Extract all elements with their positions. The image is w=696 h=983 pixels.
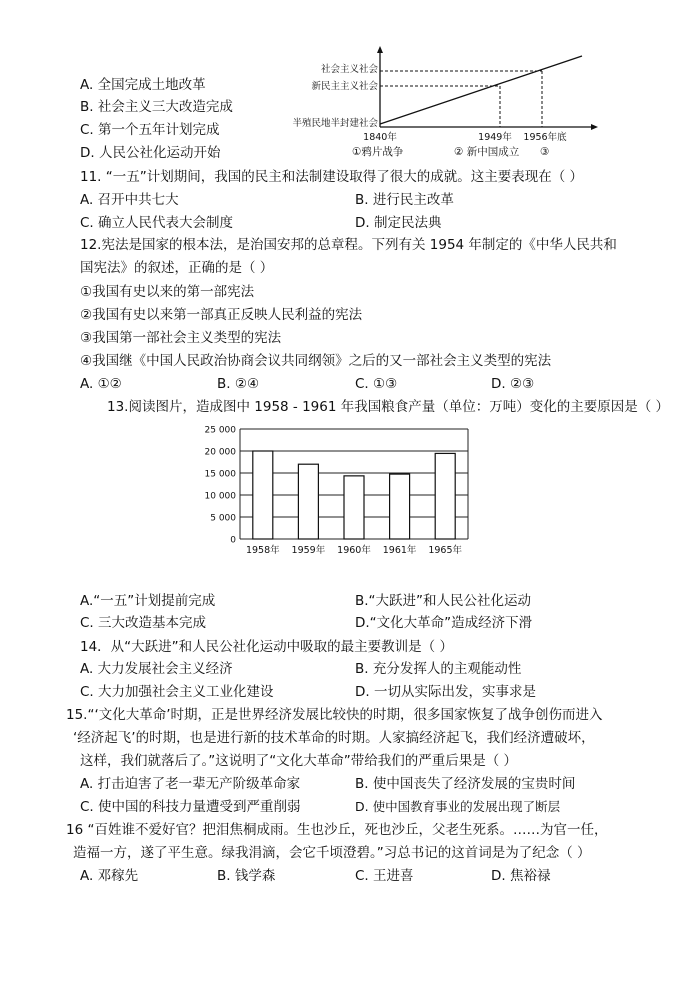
x-tick-label: 1959年	[291, 545, 326, 556]
q11-option-b: B. 进行民主改革	[355, 192, 454, 208]
q12-option-c: C. ①③	[355, 376, 398, 392]
y-tick-label: 20 000	[204, 447, 236, 458]
label-1956: 1956年底	[523, 132, 567, 143]
q15-option-a: A. 打击迫害了老一辈无产阶级革命家	[80, 776, 301, 792]
q15-option-d: D. 使中国教育事业的发展出现了断层	[355, 799, 561, 814]
label-1840: 1840年	[363, 132, 397, 143]
q15-option-b: B. 使中国丧失了经济发展的宝贵时间	[355, 776, 576, 792]
label-socialist-society: 社会主义社会	[320, 64, 378, 75]
q13-stem: 13.阅读图片，造成图中 1958 - 1961 年我国粮食产量（单位：万吨）变化的主要原因是（ ）	[107, 399, 670, 415]
society-timeline-diagram	[282, 44, 598, 162]
bar	[298, 464, 318, 539]
x-tick-label: 1961年	[382, 545, 417, 556]
x-tick-label: 1965年	[428, 545, 463, 556]
label-new-china: ② 新中国成立	[454, 146, 520, 158]
q13-option-b: B.“大跃进”和人民公社化运动	[355, 593, 532, 609]
label-semi-colonial-society: 半殖民地半封建社会	[292, 118, 378, 129]
q11-stem: 11. “一五”计划期间，我国的民主和法制建设取得了很大的成就。这主要表现在（ ）	[80, 169, 584, 185]
q12-option-a: A. ①②	[80, 376, 122, 392]
q16-stem-line1: 16 “百姓谁不爱好官？把泪焦桐成雨。生也沙丘，死也沙丘，父老生死系。……为官一任，	[66, 822, 608, 838]
label-opium-war: ①鸦片战争	[352, 146, 404, 158]
label-1949: 1949年	[478, 132, 512, 143]
q15-stem-line1: 15.“‘文化大革命’时期，正是世界经济发展比较快的时期，很多国家恢复了战争创伤而进入	[66, 707, 603, 723]
y-tick-label: 25 000	[204, 425, 236, 436]
q14-option-b: B. 充分发挥人的主观能动性	[355, 661, 522, 677]
q14-option-d: D. 一切从实际出发，实事求是	[355, 684, 536, 700]
q16-option-d: D. 焦裕禄	[491, 868, 551, 884]
label-new-democratic-society: 新民主主义社会	[311, 81, 378, 92]
q16-stem-line2: 造福一方，遂了平生意。绿我涓滴，会它千顷澄碧。”习总书记的这首词是为了纪念（ ）	[73, 845, 591, 861]
bar	[390, 474, 410, 539]
q16-option-a: A. 邓稼先	[80, 868, 139, 884]
bar	[253, 451, 273, 539]
bar	[344, 476, 364, 539]
q12-option-d: D. ②③	[491, 376, 535, 392]
q10-option-d: D. 人民公社化运动开始	[80, 145, 221, 161]
q12-stem-line1: 12.宪法是国家的根本法，是治国安邦的总章程。下列有关 1954 年制定的《中华人民共和	[80, 237, 617, 253]
q14-option-c: C. 大力加强社会主义工业化建设	[80, 684, 274, 700]
q12-statement-2: ②我国有史以来第一部真正反映人民利益的宪法	[80, 307, 363, 323]
q10-option-c: C. 第一个五年计划完成	[80, 122, 220, 138]
q12-statement-1: ①我国有史以来的第一部宪法	[80, 284, 255, 300]
q13-option-a: A.“一五”计划提前完成	[80, 593, 216, 609]
y-tick-label: 0	[230, 535, 236, 546]
q15-stem-line3: 这样，我们就落后了。”这说明了“文化大革命”带给我们的严重后果是（ ）	[80, 753, 518, 769]
q16-option-c: C. 王进喜	[355, 868, 414, 884]
q12-statement-4: ④我国继《中国人民政治协商会议共同纲领》之后的又一部社会主义类型的宪法	[80, 353, 552, 369]
y-tick-label: 5 000	[210, 513, 236, 524]
q14-option-a: A. 大力发展社会主义经济	[80, 661, 233, 677]
q10-option-a: A. 全国完成土地改革	[80, 77, 206, 93]
q12-option-b: B. ②④	[217, 376, 260, 392]
q10-option-b: B. 社会主义三大改造完成	[80, 99, 233, 115]
q11-option-c: C. 确立人民代表大会制度	[80, 215, 234, 231]
x-tick-label: 1960年	[337, 545, 371, 556]
q12-stem-line2: 国宪法》的叙述，正确的是（ ）	[80, 260, 274, 276]
q14-stem: 14．从“大跃进”和人民公社化运动中吸取的最主要教训是（ ）	[80, 639, 453, 655]
q13-option-d: D.“文化大革命”造成经济下滑	[355, 615, 533, 631]
q12-statement-3: ③我国第一部社会主义类型的宪法	[80, 330, 282, 346]
grain-output-bar-chart	[188, 421, 484, 567]
q15-option-c: C. 使中国的科技力量遭受到严重削弱	[80, 799, 301, 815]
q11-option-d: D. 制定民法典	[355, 215, 442, 231]
y-tick-label: 15 000	[204, 469, 236, 480]
label-circle-3: ③	[540, 146, 550, 158]
q15-stem-line2: ‘经济起飞’的时期，也是进行新的技术革命的时期。人家搞经济起飞，我们经济遭破坏，	[73, 730, 595, 746]
bar	[435, 453, 455, 539]
x-tick-label: 1958年	[245, 545, 280, 556]
y-tick-label: 10 000	[204, 491, 236, 502]
q11-option-a: A. 召开中共七大	[80, 192, 179, 208]
q16-option-b: B. 钱学森	[217, 868, 276, 884]
q13-option-c: C. 三大改造基本完成	[80, 615, 207, 631]
